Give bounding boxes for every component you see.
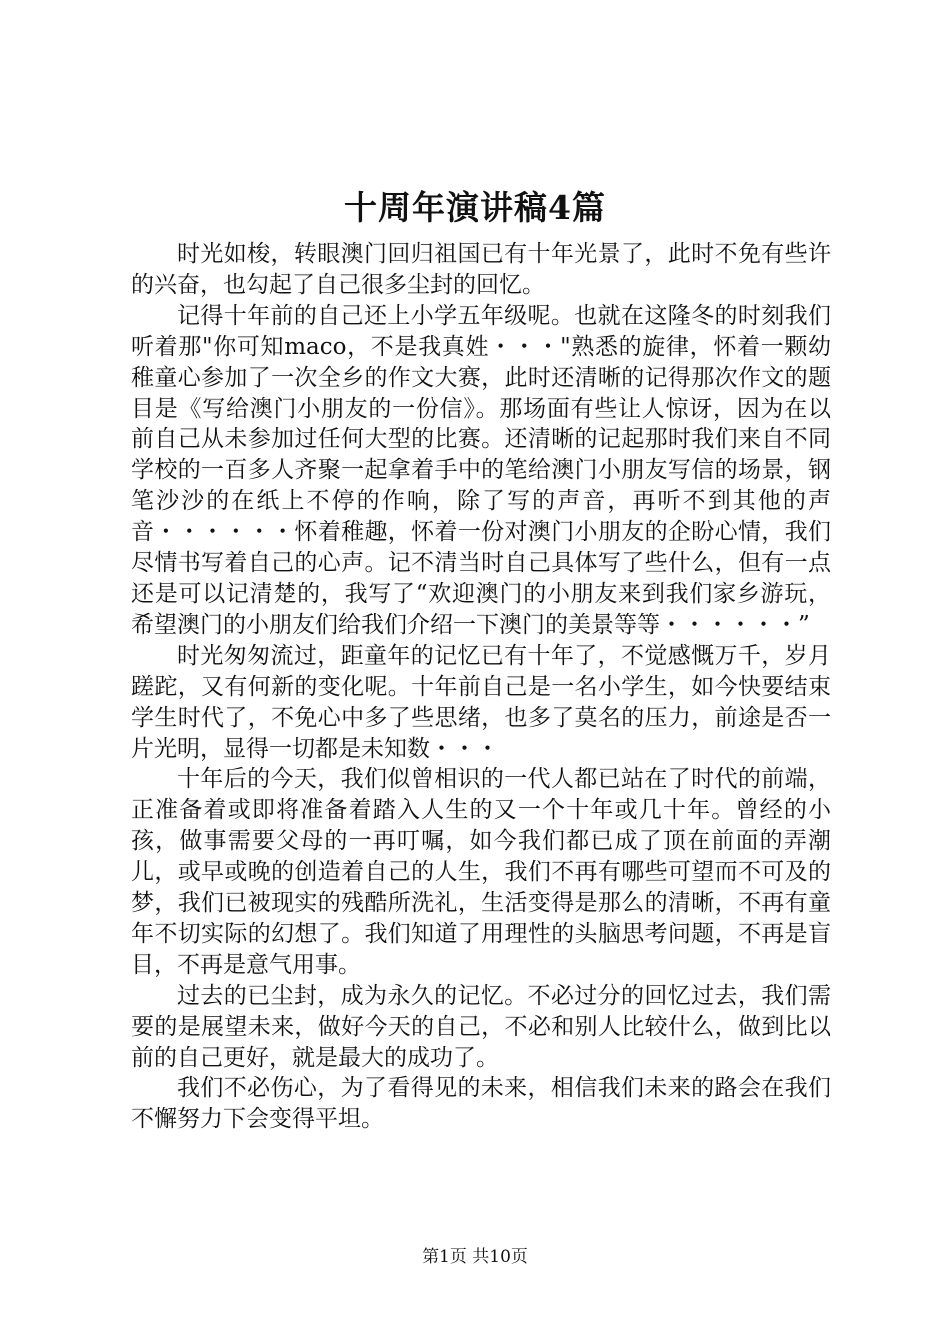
- paragraph: 我们不必伤心，为了看得见的未来，相信我们未来的路会在我们不懈努力下会变得平坦。: [131, 1075, 831, 1133]
- paragraph: 时光匆匆流过，距童年的记忆已有十年了，不觉感慨万千，岁月蹉跎，又有何新的变化呢。十年前自己是一名小学生，如今快要结束学生时代了，不免心中多了些思绪，也多了莫名的压力，前途是否一片光明，显得一切都是未知数・・・: [131, 642, 831, 762]
- page-footer: 第1页 共10页: [422, 1247, 528, 1267]
- paragraph: 十年后的今天，我们似曾相识的一代人都已站在了时代的前端，正准备着或即将准备着踏入人生的又一个十年或几十年。曾经的小孩，做事需要父母的一再叮嘱，如今我们都已成了顶在前面的弄潮儿，或早或晚的创造着自己的人生，我们不再有哪些可望而不可及的梦，我们已被现实的残酷所洗礼，生活变得是那么的清晰，不再有童年不切实际的幻想了。我们知道了用理性的头脑思考问题，不再是盲目，不再是意气用事。: [131, 766, 831, 978]
- document-body: [131, 239, 831, 1135]
- paragraph: 记得十年前的自己还上小学五年级呢。也就在这隆冬的时刻我们听着那"你可知maco，不是我真姓・・・"熟悉的旋律，怀着一颗幼稚童心参加了一次全乡的作文大赛，此时还清晰的记得那次作文的题目是《写给澳门小朋友的一份信》。那场面有些让人惊讶，因为在以前自己从未参加过任何大型的比赛。还清晰的记起那时我们来自不同学校的一百多人齐聚一起拿着手中的笔给澳门小朋友写信的场景，钢笔沙沙的在纸上不停的作响，除了写的声音，再听不到其他的声音・・・・・・怀着稚趣，怀着一份对澳门小朋友的企盼心情，我们尽情书写着自己的心声。记不清当时自己具体写了些什么，但有一点还是可以记清楚的，我写了“欢迎澳门的小朋友来到我们家乡游玩，希望澳门的小朋友们给我们介绍一下澳门的美景等等・・・・・・”: [131, 302, 831, 638]
- page-title: 十周年演讲稿4篇: [344, 188, 606, 227]
- paragraph: 过去的已尘封，成为永久的记忆。不必过分的回忆过去，我们需要的是展望未来，做好今天的自己，不必和别人比较什么，做到比以前的自己更好，就是最大的成功了。: [131, 982, 831, 1071]
- paragraph: 时光如梭，转眼澳门回归祖国已有十年光景了，此时不免有些许的兴奋，也勾起了自己很多尘封的回忆。: [131, 241, 831, 298]
